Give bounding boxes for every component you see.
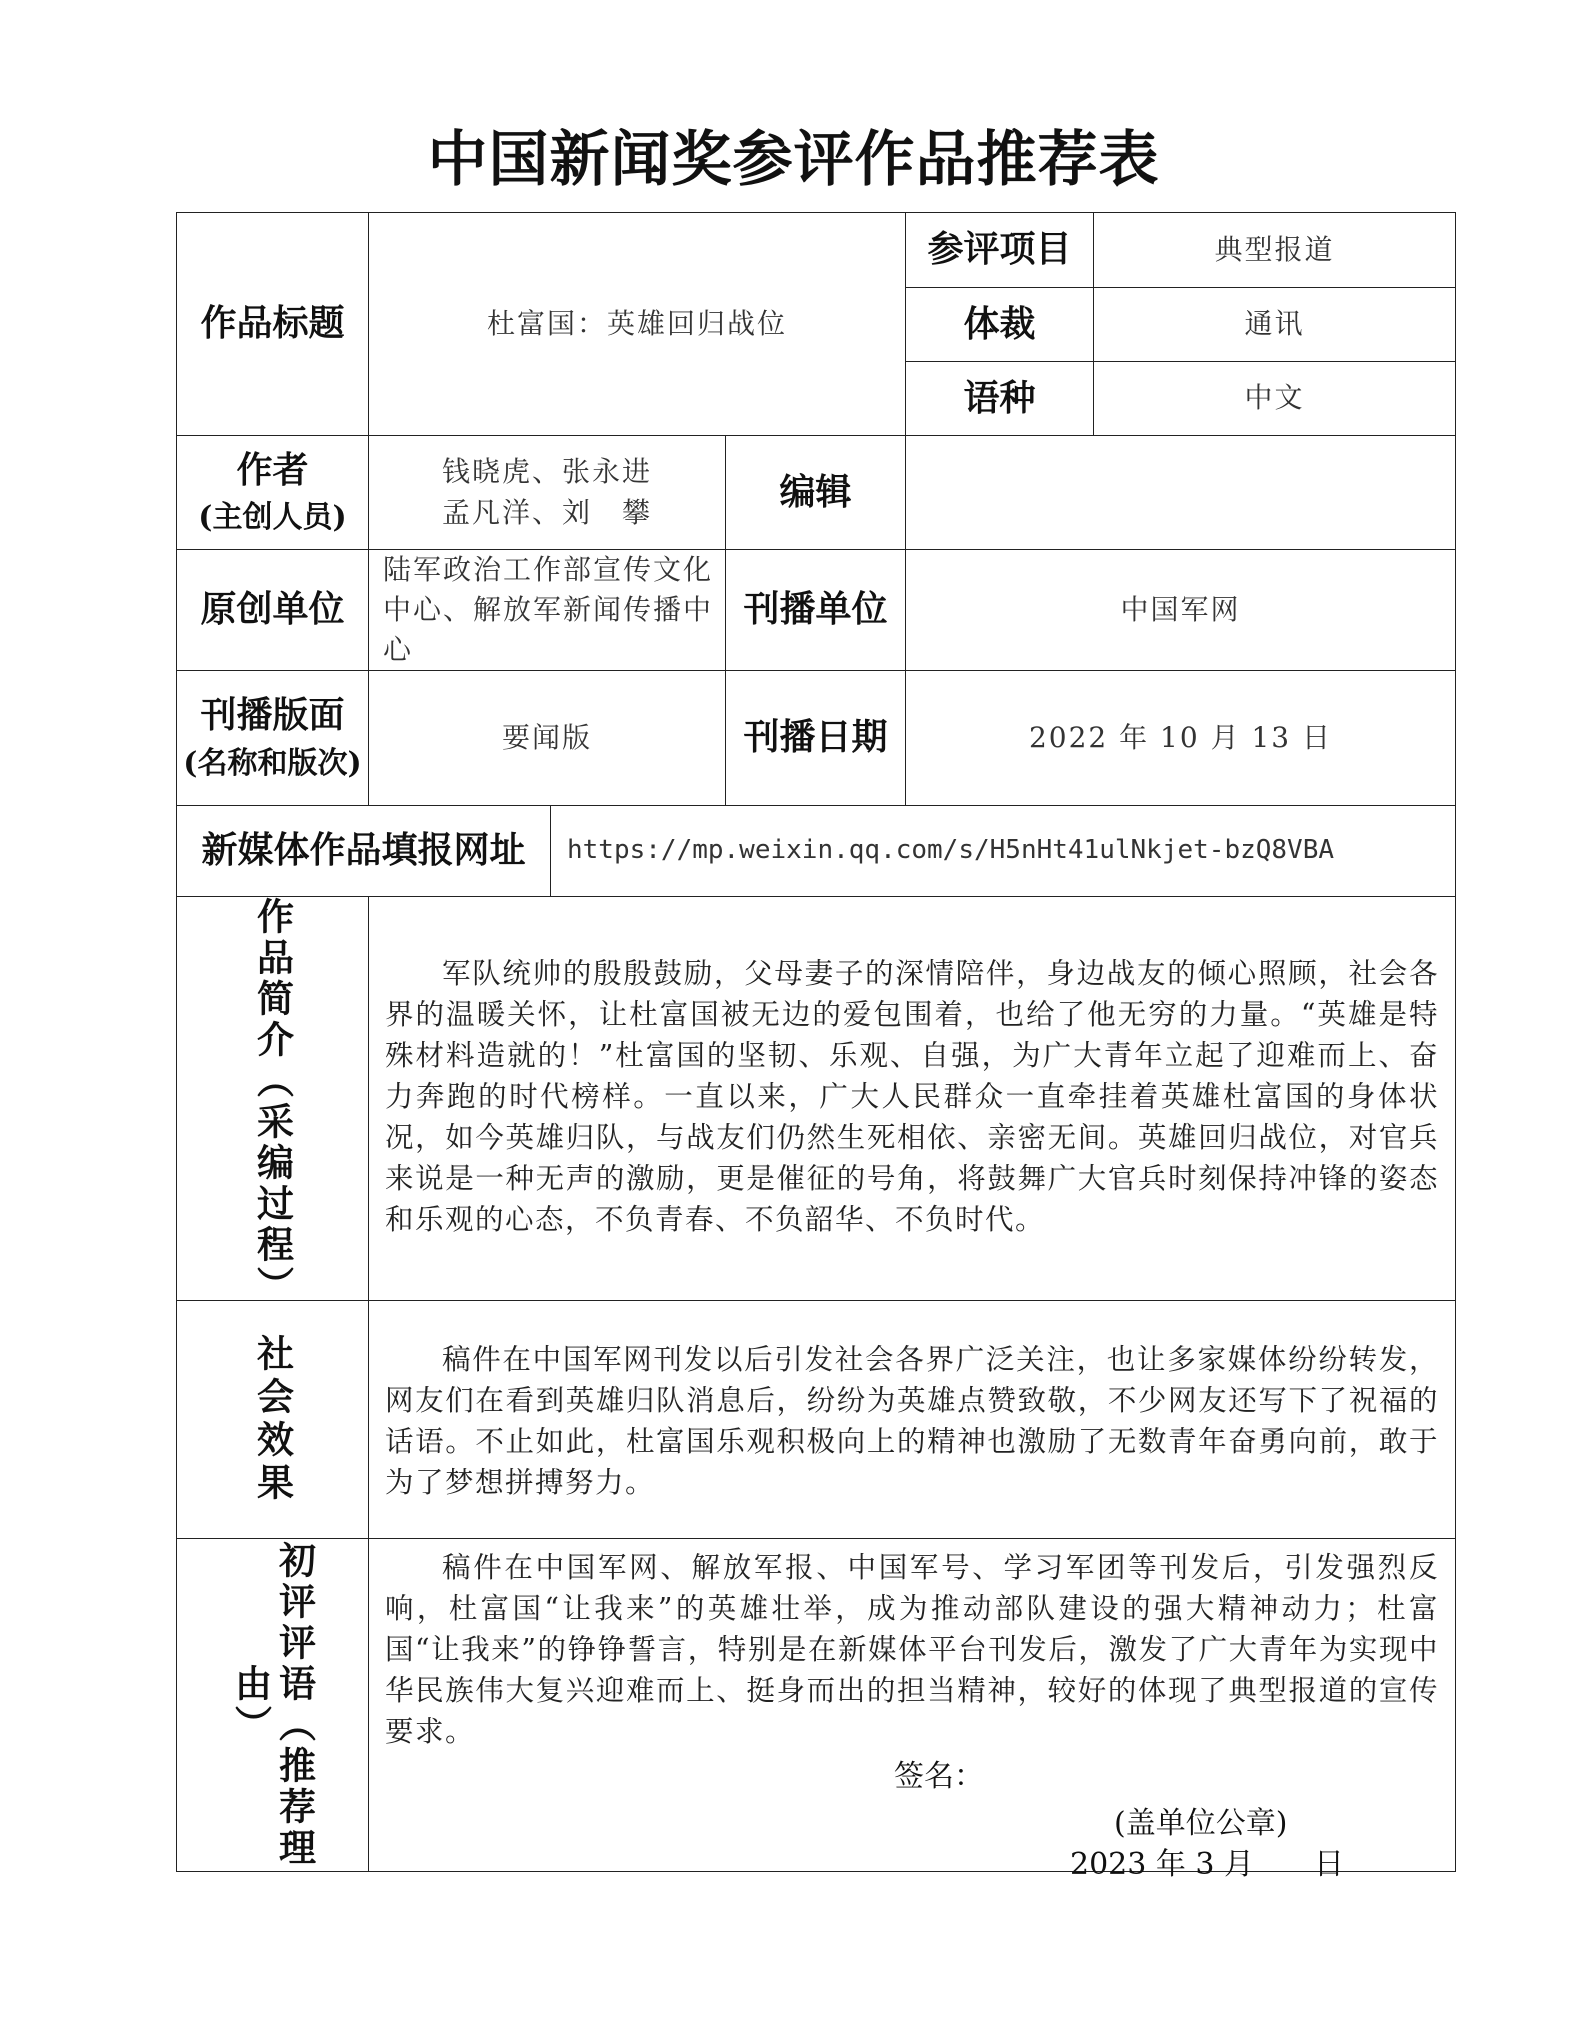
recommend-text: 稿件在中国军网、解放军报、中国军号、学习军团等刊发后，引发强烈反响，杜富国“让我来”的英雄壮举，成为推动部队建设的强大精神动力；杜富国“让我来”的铮铮誓言，特别是在新媒体平台刊发后，激发了广大青年为实现中华民族伟大复兴迎难而上、挺身而出的担当精神，较好的体现了典型报道的宣传要求。 bbox=[385, 1551, 1439, 1748]
intro-label-text: 作品简介（采编过程） bbox=[250, 897, 295, 1307]
publish-date-label-text: 刊播日期 bbox=[743, 716, 888, 759]
work-title-label bbox=[176, 212, 369, 436]
original-unit-text: 陆军政治工作部宣传文化中心、解放军新闻传播中心 bbox=[383, 553, 714, 666]
genre-text: 通讯 bbox=[1244, 307, 1305, 341]
publish-date-text: 2022 年 10 月 13 日 bbox=[1028, 720, 1333, 754]
original-unit-value bbox=[368, 549, 726, 671]
social-label bbox=[176, 1300, 369, 1539]
genre-label-text: 体裁 bbox=[963, 302, 1036, 345]
url-link[interactable]: https://mp.weixin.qq.com/s/H5nHt41ulNkjet-bzQ8VBA bbox=[567, 835, 1335, 866]
url-label-text: 新媒体作品填报网址 bbox=[201, 829, 526, 872]
author-value bbox=[368, 435, 726, 550]
recommendation-form-table bbox=[176, 212, 1456, 1882]
category-value bbox=[1093, 212, 1456, 288]
recommend-label bbox=[176, 1538, 369, 1872]
work-title-label-text: 作品标题 bbox=[200, 302, 345, 345]
intro-text: 军队统帅的殷殷鼓励，父母妻子的深情陪伴，身边战友的倾心照顾，社会各界的温暖关怀，让杜富国被无边的爱包围着，也给了他无穷的力量。“英雄是特殊材料造就的！”杜富国的坚韧、乐观、自强，为广大青年立起了迎难而上、奋力奔跑的时代榜样。一直以来，广大人民群众一直牵挂着英雄杜富国的身体状况，如今英雄归队，与战友们仍然生死相依、亲密无间。英雄回归战位，对官兵来说是一种无声的激励，更是催征的号角，将鼓舞广大官兵时刻保持冲锋的姿态和乐观的心态，不负青春、不负韶华、不负时代。 bbox=[385, 957, 1439, 1236]
recommend-label-text: 初评评语（推荐理由） bbox=[228, 1541, 317, 1869]
page-title: 中国新闻奖参评作品推荐表 bbox=[427, 125, 1160, 195]
url-value bbox=[550, 805, 1456, 897]
publish-section-sublabel: (名称和版次) bbox=[183, 745, 362, 781]
publish-section-text: 要闻版 bbox=[501, 720, 592, 754]
language-value bbox=[1093, 361, 1456, 436]
genre-label bbox=[905, 287, 1094, 362]
original-unit-label-text: 原创单位 bbox=[200, 588, 345, 631]
seal-note: (盖单位公章) bbox=[1114, 1806, 1288, 1841]
recommend-body bbox=[368, 1538, 1456, 1872]
signature-label: 签名： bbox=[894, 1759, 984, 1794]
author-line-1: 钱晓虎、张永进 bbox=[441, 454, 652, 488]
editor-value bbox=[905, 435, 1456, 550]
original-unit-label bbox=[176, 549, 369, 671]
social-body bbox=[368, 1300, 1456, 1539]
editor-label-text: 编辑 bbox=[779, 470, 852, 513]
author-label bbox=[176, 435, 369, 550]
url-label bbox=[176, 805, 551, 897]
publish-unit-label-text: 刊播单位 bbox=[743, 588, 888, 631]
intro-label bbox=[176, 896, 369, 1307]
category-label bbox=[905, 212, 1094, 288]
publish-date-label bbox=[725, 670, 906, 806]
category-text: 典型报道 bbox=[1214, 232, 1335, 266]
publish-unit-text: 中国军网 bbox=[1120, 592, 1241, 626]
author-line-2: 孟凡洋、刘 攀 bbox=[441, 495, 652, 529]
genre-value bbox=[1093, 287, 1456, 362]
social-text: 稿件在中国军网刊发以后引发社会各界广泛关注，也让多家媒体纷纷转发，网友们在看到英雄归队消息后，纷纷为英雄点赞致敬，不少网友还写下了祝福的话语。不止如此，杜富国乐观积极向上的精神也激励了无数青年奋勇向前，敢于为了梦想拼搏努力。 bbox=[385, 1343, 1439, 1499]
publish-unit-label bbox=[725, 549, 906, 671]
author-sublabel: (主创人员) bbox=[198, 500, 347, 536]
publish-unit-value bbox=[905, 549, 1456, 671]
language-label-text: 语种 bbox=[963, 376, 1036, 419]
language-label bbox=[905, 361, 1094, 436]
publish-section-label bbox=[176, 670, 369, 806]
author-label-text: 作者 bbox=[236, 448, 309, 491]
intro-body bbox=[368, 896, 1456, 1301]
category-label-text: 参评项目 bbox=[927, 228, 1072, 271]
publish-section-value bbox=[368, 670, 726, 806]
sign-date: 2023 年 3 月 日 bbox=[1070, 1847, 1345, 1882]
publish-date-value bbox=[905, 670, 1456, 806]
social-label-text: 社会效果 bbox=[250, 1333, 295, 1506]
language-text: 中文 bbox=[1244, 381, 1305, 415]
editor-label bbox=[725, 435, 906, 550]
publish-section-label-text: 刊播版面 bbox=[200, 694, 345, 737]
work-title-value bbox=[368, 212, 906, 436]
work-title-text: 杜富国：英雄回归战位 bbox=[486, 306, 787, 340]
